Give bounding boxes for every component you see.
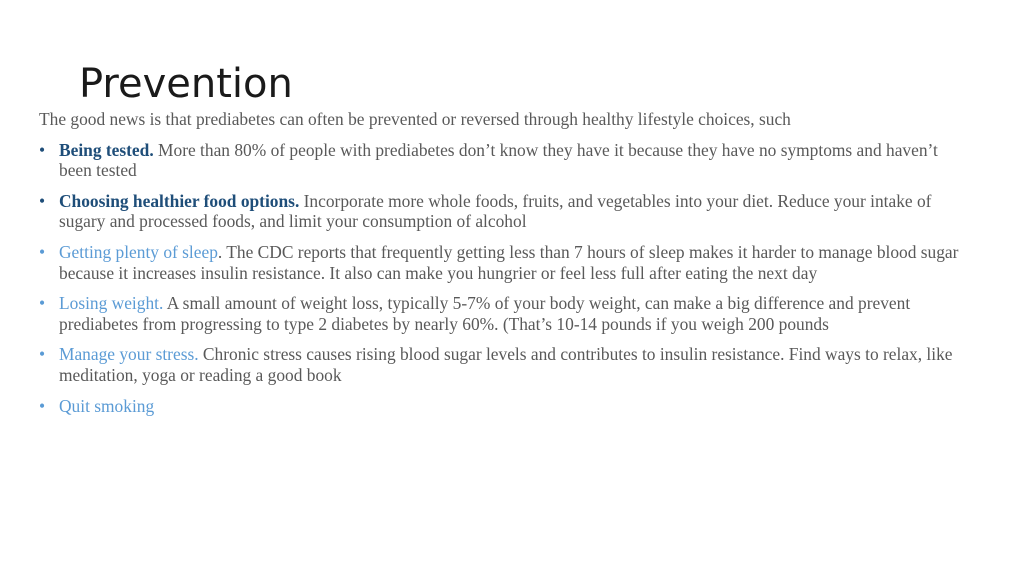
bullet-lead: Choosing healthier food options. — [59, 190, 300, 211]
bullet-icon: • — [39, 293, 46, 314]
bullet-icon: • — [39, 395, 46, 416]
bullet-text: More than 80% of people with prediabetes don’t know they have it because they have no symptoms and haven’t been tested — [59, 139, 938, 181]
bullet-item-stress — [39, 344, 959, 385]
bullet-text: A small amount of weight loss, typically 5-7% of your body weight, can make a big difference and prevent prediabetes from progressing to type 2 diabetes by nearly 60%. (That’s 10-14 pounds if you weigh 200 pounds — [59, 293, 911, 334]
bullet-item-being-tested — [39, 140, 959, 181]
bullet-item-healthier-food — [39, 191, 959, 232]
bullet-text: . The CDC reports that frequently getting less than 7 hours of sleep makes it harder to manage blood sugar because it increases insulin resistance. It also can make you hungrier or feel less full after eating the next day — [59, 241, 959, 283]
bullet-lead: Getting plenty of sleep — [59, 241, 218, 262]
bullet-text: Incorporate more whole foods, fruits, and vegetables into your diet. Reduce your intake of sugary and processed foods, and limit your consumption of alcohol — [59, 190, 932, 232]
bullet-icon: • — [39, 190, 46, 211]
slide-body — [39, 109, 959, 426]
bullet-item-sleep — [39, 242, 959, 283]
slide-title: Prevention — [79, 61, 293, 107]
bullet-icon: • — [39, 139, 46, 160]
intro-paragraph: The good news is that prediabetes can often be prevented or reversed through healthy lifestyle choices, such — [39, 109, 791, 129]
bullet-lead: Quit smoking — [59, 395, 155, 416]
bullet-lead: Being tested. — [59, 139, 154, 160]
bullet-icon: • — [39, 241, 46, 262]
bullet-lead: Manage your stress. — [59, 344, 199, 365]
bullet-lead: Losing weight. — [59, 293, 164, 314]
bullet-text: Chronic stress causes rising blood sugar levels and contributes to insulin resistance. Find ways to relax, like meditation, yoga or reading a good book — [59, 344, 953, 385]
bullet-icon: • — [39, 344, 46, 365]
bullet-list — [39, 140, 959, 417]
bullet-item-losing-weight — [39, 293, 959, 334]
bullet-item-quit-smoking — [39, 396, 959, 417]
